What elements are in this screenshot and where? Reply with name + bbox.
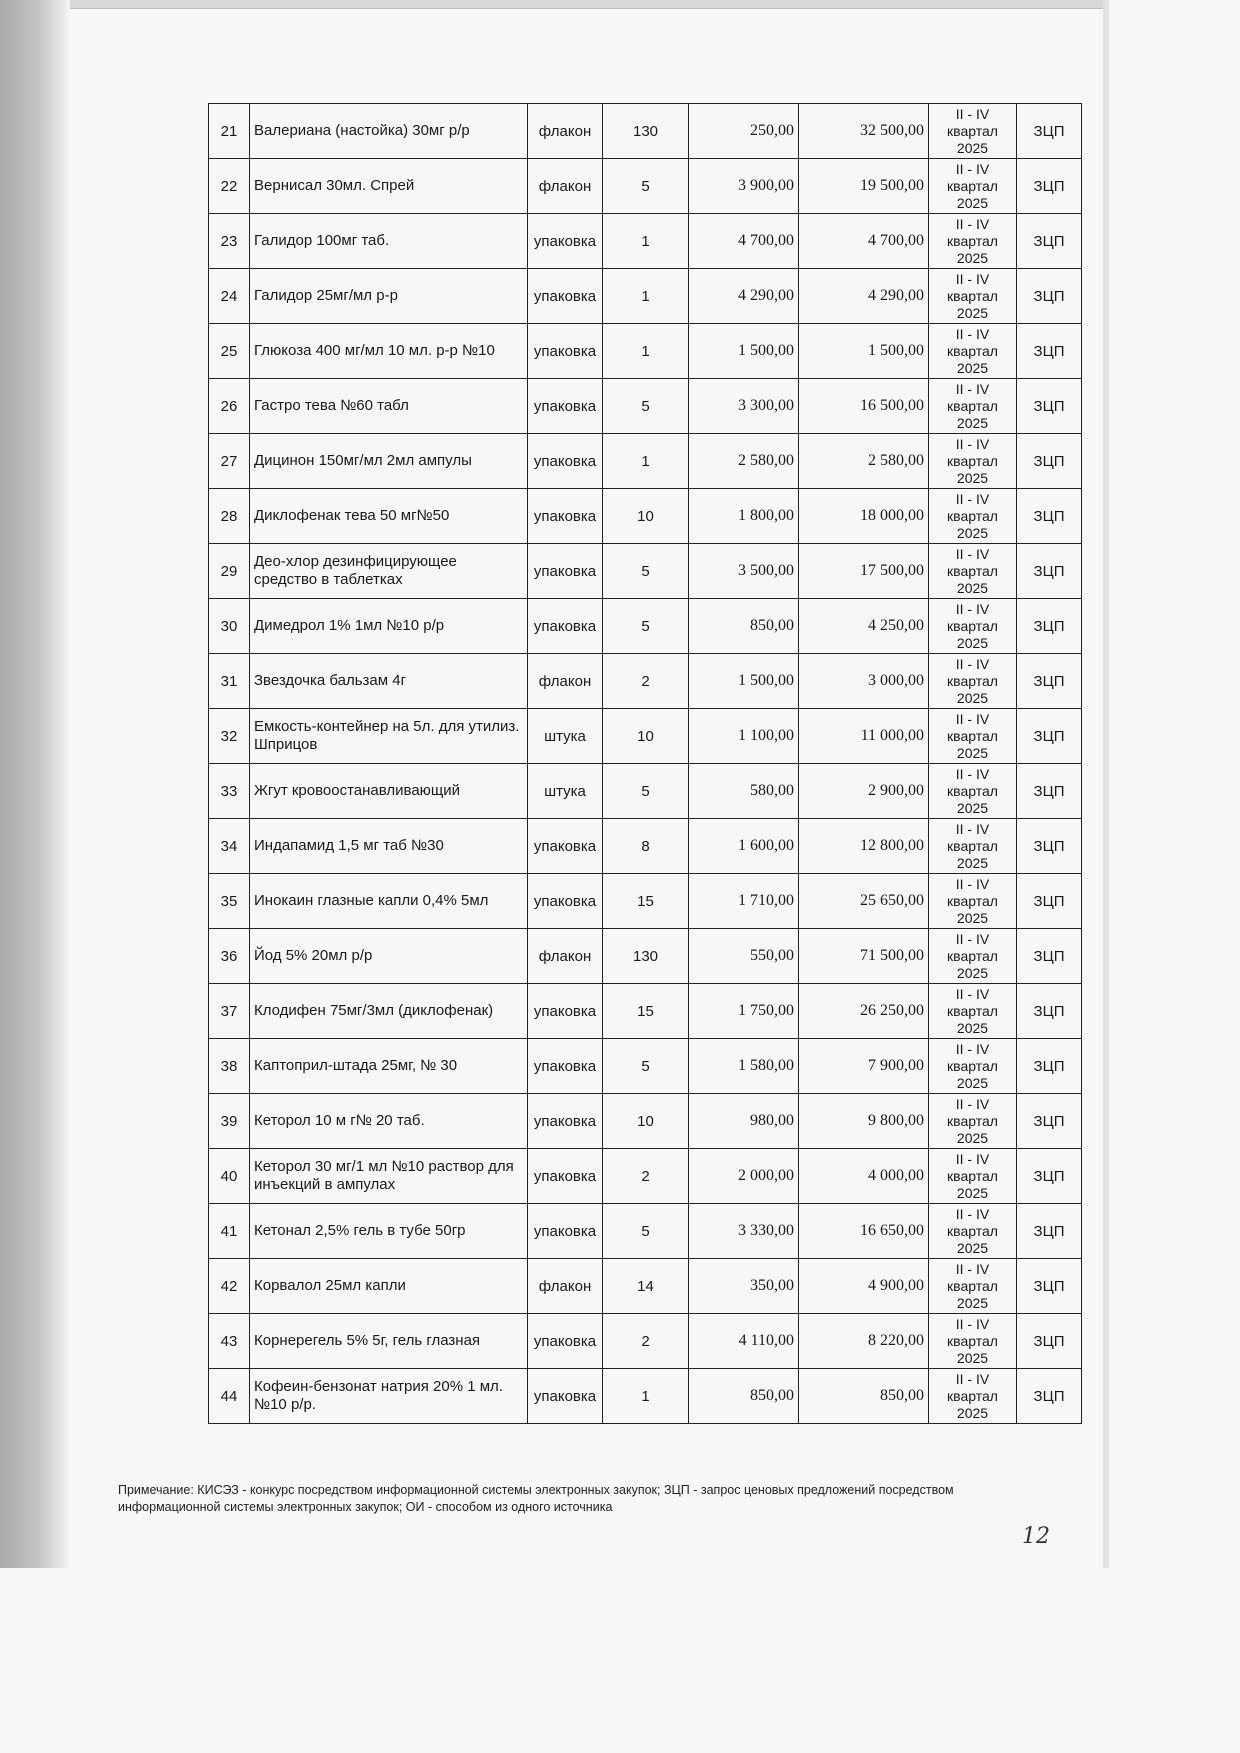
footnote-line-1: Примечание: КИСЭЗ - конкурс посредством информационной системы электронных закупок; ЗЦП - запрос ценовых предложений посредством — [118, 1483, 954, 1497]
item-sum: 2 580,00 — [799, 434, 929, 489]
item-period-line: 2025 — [956, 909, 989, 926]
item-sum: 11 000,00 — [799, 709, 929, 764]
item-price: 4 700,00 — [689, 214, 799, 269]
item-price: 3 300,00 — [689, 379, 799, 434]
item-period — [929, 1039, 1017, 1094]
item-sum: 1 500,00 — [799, 324, 929, 379]
item-period-line: квартал — [947, 727, 998, 744]
item-quantity: 10 — [603, 1094, 689, 1149]
item-period — [929, 984, 1017, 1039]
item-number: 36 — [209, 929, 250, 984]
item-method: ЗЦП — [1017, 1149, 1082, 1204]
item-period — [929, 819, 1017, 874]
item-unit: упаковка — [528, 984, 603, 1039]
item-period-line: квартал — [947, 1002, 998, 1019]
table-row — [209, 1039, 1082, 1094]
item-number: 33 — [209, 764, 250, 819]
item-sum: 9 800,00 — [799, 1094, 929, 1149]
item-sum: 7 900,00 — [799, 1039, 929, 1094]
item-period-line: 2025 — [956, 964, 989, 981]
table-row — [209, 379, 1082, 434]
item-period-line: II - IV — [955, 435, 990, 452]
item-period — [929, 434, 1017, 489]
item-number: 27 — [209, 434, 250, 489]
table-row — [209, 764, 1082, 819]
item-sum: 32 500,00 — [799, 104, 929, 159]
item-method: ЗЦП — [1017, 874, 1082, 929]
item-quantity: 2 — [603, 654, 689, 709]
items-table — [208, 103, 1082, 1424]
item-price: 1 500,00 — [689, 324, 799, 379]
table-row — [209, 1094, 1082, 1149]
item-number: 30 — [209, 599, 250, 654]
item-number: 41 — [209, 1204, 250, 1259]
table-row — [209, 1204, 1082, 1259]
item-sum: 3 000,00 — [799, 654, 929, 709]
item-period-line: II - IV — [955, 545, 990, 562]
item-period — [929, 764, 1017, 819]
item-quantity: 2 — [603, 1149, 689, 1204]
item-period-line: 2025 — [956, 1074, 989, 1091]
item-name: Звездочка бальзам 4г — [250, 654, 528, 709]
item-name: Галидор 100мг таб. — [250, 214, 528, 269]
item-unit: упаковка — [528, 1314, 603, 1369]
item-period-line: II - IV — [955, 600, 990, 617]
item-sum: 12 800,00 — [799, 819, 929, 874]
item-unit: упаковка — [528, 489, 603, 544]
item-number: 35 — [209, 874, 250, 929]
item-name: Кеторол 30 мг/1 мл №10 раствор для инъекций в ампулах — [250, 1149, 528, 1204]
item-period-line: 2025 — [956, 744, 989, 761]
item-unit: упаковка — [528, 1094, 603, 1149]
item-period — [929, 654, 1017, 709]
item-quantity: 5 — [603, 159, 689, 214]
item-quantity: 5 — [603, 599, 689, 654]
table-row — [209, 654, 1082, 709]
table-row — [209, 599, 1082, 654]
item-period-line: II - IV — [955, 160, 990, 177]
item-period-line: II - IV — [955, 710, 990, 727]
item-name: Индапамид 1,5 мг таб №30 — [250, 819, 528, 874]
item-method: ЗЦП — [1017, 1039, 1082, 1094]
item-name: Валериана (настойка) 30мг р/р — [250, 104, 528, 159]
item-period-line: II - IV — [955, 765, 990, 782]
item-period-line: квартал — [947, 397, 998, 414]
item-sum: 25 650,00 — [799, 874, 929, 929]
item-number: 26 — [209, 379, 250, 434]
item-period-line: II - IV — [955, 820, 990, 837]
item-unit: упаковка — [528, 434, 603, 489]
item-period-line: II - IV — [955, 1150, 990, 1167]
table-row — [209, 544, 1082, 599]
item-period-line: 2025 — [956, 359, 989, 376]
item-price: 2 580,00 — [689, 434, 799, 489]
item-period-line: квартал — [947, 892, 998, 909]
item-sum: 17 500,00 — [799, 544, 929, 599]
item-number: 22 — [209, 159, 250, 214]
item-name: Дицинон 150мг/мл 2мл ампулы — [250, 434, 528, 489]
item-number: 28 — [209, 489, 250, 544]
item-price: 1 800,00 — [689, 489, 799, 544]
items-table-body — [209, 104, 1082, 1424]
table-row — [209, 434, 1082, 489]
item-period-line: II - IV — [955, 930, 990, 947]
item-name: Вернисал 30мл. Спрей — [250, 159, 528, 214]
item-period-line: 2025 — [956, 469, 989, 486]
item-period-line: 2025 — [956, 1294, 989, 1311]
item-number: 21 — [209, 104, 250, 159]
item-quantity: 1 — [603, 434, 689, 489]
item-sum: 4 290,00 — [799, 269, 929, 324]
item-quantity: 2 — [603, 1314, 689, 1369]
item-number: 25 — [209, 324, 250, 379]
item-period-line: 2025 — [956, 1129, 989, 1146]
item-quantity: 5 — [603, 1039, 689, 1094]
item-period-line: 2025 — [956, 579, 989, 596]
item-period-line: 2025 — [956, 304, 989, 321]
item-quantity: 15 — [603, 874, 689, 929]
item-method: ЗЦП — [1017, 1204, 1082, 1259]
item-period-line: квартал — [947, 837, 998, 854]
item-period-line: 2025 — [956, 854, 989, 871]
item-unit: упаковка — [528, 544, 603, 599]
item-unit: упаковка — [528, 819, 603, 874]
item-period-line: квартал — [947, 287, 998, 304]
item-period — [929, 929, 1017, 984]
item-period-line: II - IV — [955, 1260, 990, 1277]
table-row — [209, 324, 1082, 379]
item-period-line: 2025 — [956, 249, 989, 266]
item-period-line: 2025 — [956, 1019, 989, 1036]
table-row — [209, 819, 1082, 874]
table-row — [209, 489, 1082, 544]
item-quantity: 10 — [603, 489, 689, 544]
item-method: ЗЦП — [1017, 984, 1082, 1039]
item-number: 34 — [209, 819, 250, 874]
item-period-line: 2025 — [956, 414, 989, 431]
item-name: Каптоприл-штада 25мг, № 30 — [250, 1039, 528, 1094]
item-unit: упаковка — [528, 874, 603, 929]
item-period — [929, 709, 1017, 764]
item-price: 580,00 — [689, 764, 799, 819]
item-unit: упаковка — [528, 599, 603, 654]
item-method: ЗЦП — [1017, 654, 1082, 709]
item-period — [929, 544, 1017, 599]
item-period — [929, 1259, 1017, 1314]
table-row — [209, 984, 1082, 1039]
item-period-line: 2025 — [956, 194, 989, 211]
item-price: 1 750,00 — [689, 984, 799, 1039]
item-quantity: 15 — [603, 984, 689, 1039]
item-quantity: 130 — [603, 929, 689, 984]
item-period-line: II - IV — [955, 490, 990, 507]
item-period-line: II - IV — [955, 1370, 990, 1387]
item-sum: 850,00 — [799, 1369, 929, 1424]
item-period-line: 2025 — [956, 1349, 989, 1366]
item-period-line: 2025 — [956, 139, 989, 156]
item-period — [929, 1204, 1017, 1259]
item-number: 37 — [209, 984, 250, 1039]
item-period-line: квартал — [947, 452, 998, 469]
item-sum: 16 650,00 — [799, 1204, 929, 1259]
item-period-line: квартал — [947, 1277, 998, 1294]
item-quantity: 130 — [603, 104, 689, 159]
item-period — [929, 874, 1017, 929]
item-quantity: 10 — [603, 709, 689, 764]
item-method: ЗЦП — [1017, 1259, 1082, 1314]
item-period — [929, 489, 1017, 544]
item-unit: упаковка — [528, 324, 603, 379]
item-number: 40 — [209, 1149, 250, 1204]
item-number: 42 — [209, 1259, 250, 1314]
item-period-line: квартал — [947, 1112, 998, 1129]
footnote-line-2: информационной системы электронных закупок; ОИ - способом из одного источника — [118, 1500, 613, 1514]
item-period-line: 2025 — [956, 1239, 989, 1256]
table-row — [209, 1314, 1082, 1369]
item-number: 31 — [209, 654, 250, 709]
item-name: Гастро тева №60 табл — [250, 379, 528, 434]
item-period-line: II - IV — [955, 1205, 990, 1222]
item-period — [929, 214, 1017, 269]
item-period — [929, 159, 1017, 214]
item-method: ЗЦП — [1017, 929, 1082, 984]
item-period — [929, 1314, 1017, 1369]
item-unit: флакон — [528, 1259, 603, 1314]
item-method: ЗЦП — [1017, 819, 1082, 874]
item-period-line: квартал — [947, 507, 998, 524]
item-period-line: квартал — [947, 1222, 998, 1239]
item-sum: 4 000,00 — [799, 1149, 929, 1204]
footnote — [118, 1482, 1018, 1516]
item-unit: упаковка — [528, 269, 603, 324]
item-period-line: 2025 — [956, 1184, 989, 1201]
item-price: 1 580,00 — [689, 1039, 799, 1094]
item-unit: упаковка — [528, 214, 603, 269]
item-sum: 16 500,00 — [799, 379, 929, 434]
item-price: 2 000,00 — [689, 1149, 799, 1204]
item-name: Инокаин глазные капли 0,4% 5мл — [250, 874, 528, 929]
item-price: 4 290,00 — [689, 269, 799, 324]
item-method: ЗЦП — [1017, 324, 1082, 379]
item-quantity: 8 — [603, 819, 689, 874]
item-sum: 4 700,00 — [799, 214, 929, 269]
item-method: ЗЦП — [1017, 1369, 1082, 1424]
item-price: 1 710,00 — [689, 874, 799, 929]
item-period-line: 2025 — [956, 799, 989, 816]
item-name: Жгут кровоостанавливающий — [250, 764, 528, 819]
item-period — [929, 1369, 1017, 1424]
table-row — [209, 709, 1082, 764]
item-unit: флакон — [528, 104, 603, 159]
item-period-line: 2025 — [956, 1404, 989, 1421]
item-name: Димедрол 1% 1мл №10 р/р — [250, 599, 528, 654]
item-number: 43 — [209, 1314, 250, 1369]
item-price: 1 600,00 — [689, 819, 799, 874]
item-number: 38 — [209, 1039, 250, 1094]
item-quantity: 5 — [603, 544, 689, 599]
item-price: 3 500,00 — [689, 544, 799, 599]
item-sum: 4 900,00 — [799, 1259, 929, 1314]
table-row — [209, 1259, 1082, 1314]
item-number: 32 — [209, 709, 250, 764]
table-row — [209, 1369, 1082, 1424]
item-name: Емкость-контейнер на 5л. для утилиз. Шприцов — [250, 709, 528, 764]
scan-top-edge — [0, 0, 1109, 9]
item-period-line: квартал — [947, 1167, 998, 1184]
item-price: 550,00 — [689, 929, 799, 984]
item-method: ЗЦП — [1017, 434, 1082, 489]
item-quantity: 1 — [603, 214, 689, 269]
page-number: 12 — [1022, 1524, 1050, 1549]
item-method: ЗЦП — [1017, 1314, 1082, 1369]
item-period-line: квартал — [947, 672, 998, 689]
item-period-line: 2025 — [956, 689, 989, 706]
item-period-line: квартал — [947, 1387, 998, 1404]
item-period-line: II - IV — [955, 325, 990, 342]
item-period-line: квартал — [947, 617, 998, 634]
item-period-line: 2025 — [956, 634, 989, 651]
item-quantity: 1 — [603, 1369, 689, 1424]
item-method: ЗЦП — [1017, 709, 1082, 764]
item-method: ЗЦП — [1017, 489, 1082, 544]
item-name: Клодифен 75мг/3мл (диклофенак) — [250, 984, 528, 1039]
item-method: ЗЦП — [1017, 159, 1082, 214]
table-row — [209, 104, 1082, 159]
item-sum: 4 250,00 — [799, 599, 929, 654]
item-period-line: II - IV — [955, 270, 990, 287]
item-period-line: II - IV — [955, 875, 990, 892]
item-period-line: II - IV — [955, 105, 990, 122]
item-period-line: II - IV — [955, 985, 990, 1002]
item-period-line: II - IV — [955, 655, 990, 672]
item-price: 850,00 — [689, 599, 799, 654]
item-price: 850,00 — [689, 1369, 799, 1424]
item-period-line: II - IV — [955, 1095, 990, 1112]
item-period-line: квартал — [947, 782, 998, 799]
item-name: Йод 5% 20мл р/р — [250, 929, 528, 984]
item-price: 4 110,00 — [689, 1314, 799, 1369]
item-period-line: II - IV — [955, 380, 990, 397]
item-unit: флакон — [528, 159, 603, 214]
item-name: Део-хлор дезинфицирующее средство в таблетках — [250, 544, 528, 599]
item-unit: упаковка — [528, 1204, 603, 1259]
item-name: Кофеин-бензонат натрия 20% 1 мл. №10 р/р. — [250, 1369, 528, 1424]
item-period-line: квартал — [947, 342, 998, 359]
table-row — [209, 214, 1082, 269]
item-name: Диклофенак тева 50 мг№50 — [250, 489, 528, 544]
table-row — [209, 159, 1082, 214]
item-price: 3 900,00 — [689, 159, 799, 214]
item-sum: 8 220,00 — [799, 1314, 929, 1369]
item-quantity: 1 — [603, 269, 689, 324]
item-period-line: 2025 — [956, 524, 989, 541]
table-row — [209, 1149, 1082, 1204]
item-sum: 26 250,00 — [799, 984, 929, 1039]
item-unit: упаковка — [528, 379, 603, 434]
item-period — [929, 269, 1017, 324]
item-method: ЗЦП — [1017, 1094, 1082, 1149]
item-method: ЗЦП — [1017, 764, 1082, 819]
item-period-line: II - IV — [955, 1040, 990, 1057]
item-sum: 18 000,00 — [799, 489, 929, 544]
item-period — [929, 1149, 1017, 1204]
item-period — [929, 379, 1017, 434]
item-number: 24 — [209, 269, 250, 324]
table-row — [209, 929, 1082, 984]
item-method: ЗЦП — [1017, 269, 1082, 324]
item-price: 3 330,00 — [689, 1204, 799, 1259]
item-price: 980,00 — [689, 1094, 799, 1149]
scan-shadow-left — [0, 0, 70, 1568]
item-period — [929, 599, 1017, 654]
item-number: 29 — [209, 544, 250, 599]
item-period-line: квартал — [947, 1332, 998, 1349]
item-price: 1 100,00 — [689, 709, 799, 764]
item-name: Кеторол 10 м г№ 20 таб. — [250, 1094, 528, 1149]
item-period — [929, 324, 1017, 379]
item-period-line: квартал — [947, 562, 998, 579]
item-method: ЗЦП — [1017, 544, 1082, 599]
item-price: 250,00 — [689, 104, 799, 159]
item-unit: штука — [528, 709, 603, 764]
item-period-line: квартал — [947, 947, 998, 964]
item-price: 1 500,00 — [689, 654, 799, 709]
item-method: ЗЦП — [1017, 599, 1082, 654]
item-period-line: квартал — [947, 232, 998, 249]
item-period — [929, 104, 1017, 159]
item-sum: 2 900,00 — [799, 764, 929, 819]
item-unit: упаковка — [528, 1369, 603, 1424]
item-method: ЗЦП — [1017, 104, 1082, 159]
item-quantity: 14 — [603, 1259, 689, 1314]
item-name: Галидор 25мг/мл р-р — [250, 269, 528, 324]
item-name: Глюкоза 400 мг/мл 10 мл. р-р №10 — [250, 324, 528, 379]
table-row — [209, 874, 1082, 929]
item-quantity: 5 — [603, 379, 689, 434]
item-quantity: 5 — [603, 764, 689, 819]
item-unit: флакон — [528, 654, 603, 709]
item-number: 39 — [209, 1094, 250, 1149]
item-sum: 71 500,00 — [799, 929, 929, 984]
item-name: Кетонал 2,5% гель в тубе 50гр — [250, 1204, 528, 1259]
item-number: 44 — [209, 1369, 250, 1424]
item-period-line: II - IV — [955, 1315, 990, 1332]
item-method: ЗЦП — [1017, 379, 1082, 434]
item-period-line: квартал — [947, 177, 998, 194]
item-unit: упаковка — [528, 1039, 603, 1094]
item-unit: штука — [528, 764, 603, 819]
item-unit: упаковка — [528, 1149, 603, 1204]
item-quantity: 5 — [603, 1204, 689, 1259]
item-number: 23 — [209, 214, 250, 269]
item-unit: флакон — [528, 929, 603, 984]
item-quantity: 1 — [603, 324, 689, 379]
item-name: Корвалол 25мл капли — [250, 1259, 528, 1314]
item-sum: 19 500,00 — [799, 159, 929, 214]
item-price: 350,00 — [689, 1259, 799, 1314]
item-period-line: квартал — [947, 122, 998, 139]
item-method: ЗЦП — [1017, 214, 1082, 269]
scan-shadow-right — [1103, 0, 1109, 1568]
item-period-line: II - IV — [955, 215, 990, 232]
item-period — [929, 1094, 1017, 1149]
table-row — [209, 269, 1082, 324]
item-period-line: квартал — [947, 1057, 998, 1074]
item-name: Корнерегель 5% 5г, гель глазная — [250, 1314, 528, 1369]
